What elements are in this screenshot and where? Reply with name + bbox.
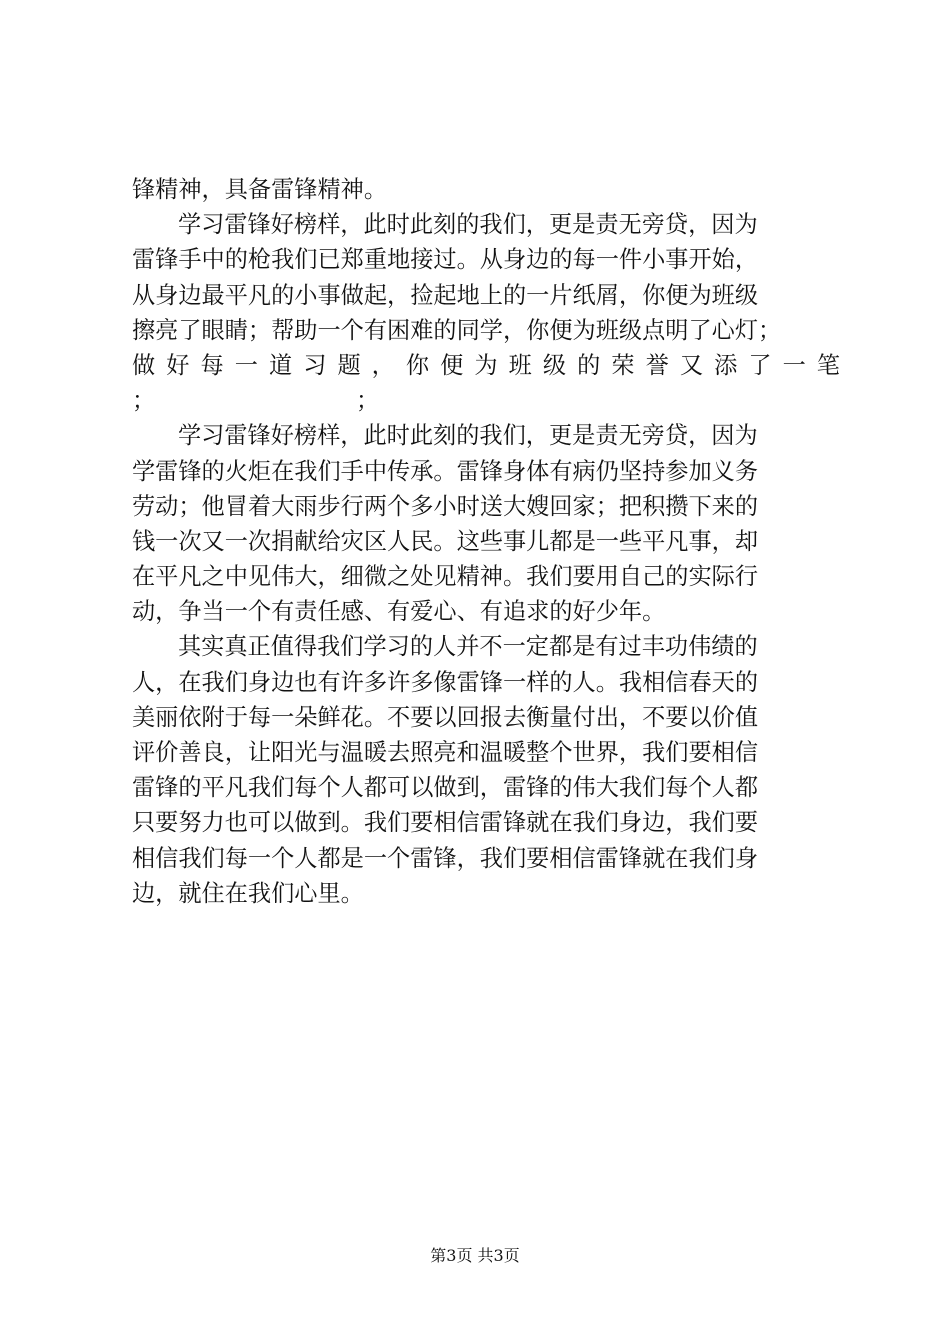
body-text (132, 172, 840, 911)
text-line: 锋精神，具备雷锋精神。 (132, 176, 388, 203)
text-line: 学雷锋的火炬在我们手中传承。雷锋身体有病仍坚持参加义务 (132, 457, 759, 485)
text-line: 只要努力也可以做到。我们要相信雷锋就在我们身边，我们要 (132, 809, 759, 837)
paragraph-first-line: 其实真正值得我们学习的人并不一定都是有过丰功伟绩的 (178, 633, 758, 661)
text-line: 评价善良，让阳光与温暖去照亮和温暖整个世界，我们要相信 (132, 739, 759, 766)
page-number-label: 第3页 共3页 (430, 1246, 520, 1265)
text-line: 从身边最平凡的小事做起，捡起地上的一片纸屑，你便为班级 (132, 281, 759, 309)
text-line: 钱一次又一次捐献给灾区人民。这些事儿都是一些平凡事，却 (132, 527, 759, 555)
text-line: 擦亮了眼睛；帮助一个有困难的同学，你便为班级点明了心灯； (132, 316, 782, 344)
text-line: 雷锋手中的枪我们已郑重地接过。从身边的每一件小事开始， (132, 246, 759, 274)
semicolon-line (132, 383, 840, 418)
text-line: 在平凡之中见伟大，细微之处见精神。我们要用自己的实际行 (132, 563, 759, 591)
paragraph-first-line: 学习雷锋好榜样，此时此刻的我们，更是责无旁贷，因为 (178, 211, 758, 239)
text-line: 动，争当一个有责任感、有爱心、有追求的好少年。 (132, 598, 666, 626)
text-line: 相信我们每一个人都是一个雷锋，我们要相信雷锋就在我们身 (132, 844, 759, 872)
text-line-justified: 做好每一道习题，你便为班级的荣誉又添了一笔 (132, 351, 840, 379)
text-line: 美丽依附于每一朵鲜花。不要以回报去衡量付出，不要以价值 (132, 703, 759, 731)
text-line: 雷锋的平凡我们每个人都可以做到，雷锋的伟大我们每个人都 (132, 774, 759, 802)
page-footer (0, 1243, 950, 1266)
text-line: 人，在我们身边也有许多许多像雷锋一样的人。我相信春天的 (132, 668, 759, 696)
semicolon-mark: ； (132, 387, 156, 415)
text-line: 劳动；他冒着大雨步行两个多小时送大嫂回家；把积攒下来的 (132, 492, 759, 520)
semicolon-mark: ； (356, 387, 380, 415)
paragraph-first-line: 学习雷锋好榜样，此时此刻的我们，更是责无旁贷，因为 (178, 422, 758, 450)
text-line: 边，就住在我们心里。 (132, 879, 364, 907)
